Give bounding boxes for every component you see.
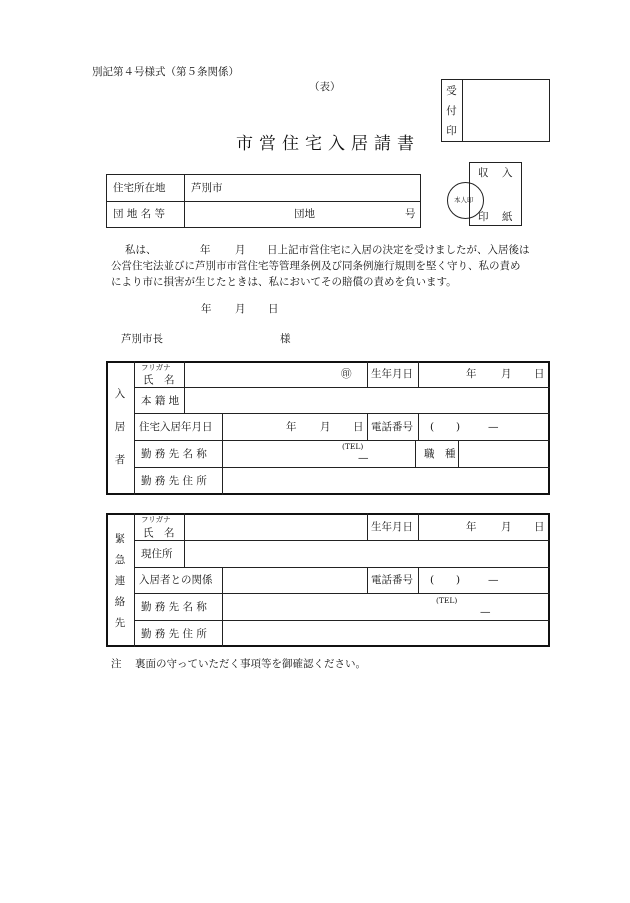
stamp-char-4: 紙	[502, 211, 513, 223]
emergency-work-addr-label: 勤 務 先 住 所	[141, 628, 207, 640]
emergency-birth-month: 月	[501, 521, 512, 533]
tenant-birth-day: 日	[534, 368, 545, 380]
statement-line1-year: 年	[200, 244, 211, 256]
tenant-seal-mark: ㊞	[341, 368, 352, 380]
emergency-side-char-4: 絡	[114, 596, 126, 608]
reception-char-3: 印	[446, 125, 457, 137]
tenant-tel-dash: —	[358, 452, 369, 464]
tenant-phone-open: (	[430, 421, 435, 433]
emergency-side-char-1: 緊	[114, 533, 126, 545]
tenant-move-month: 月	[320, 421, 331, 433]
emergency-phone-close: )	[456, 574, 461, 586]
emergency-side-char-5: 先	[114, 617, 126, 629]
date-day: 日	[268, 303, 279, 315]
side-label: （表）	[309, 81, 341, 93]
housing-location-value[interactable]: 芦別市	[191, 182, 223, 194]
statement-line1-month: 月	[235, 244, 246, 256]
tenant-side-char-1: 入	[114, 388, 126, 400]
honorific: 様	[280, 333, 291, 345]
emergency-tel-dash: —	[480, 606, 491, 618]
emergency-birth-day: 日	[534, 521, 545, 533]
tenant-tel-label: (TEL)	[342, 442, 364, 451]
form-number: 別記第４号様式（第５条関係）	[92, 66, 239, 78]
note-text: 裏面の守っていただく事項等を御確認ください。	[135, 658, 366, 670]
stamp-char-3: 印	[478, 211, 489, 223]
stamp-char-2: 入	[502, 167, 513, 179]
emergency-side-char-3: 連	[114, 575, 126, 587]
tenant-work-addr-label: 勤 務 先 住 所	[141, 475, 207, 487]
tenant-move-year: 年	[286, 421, 297, 433]
personal-seal-label: 本人印	[454, 196, 474, 204]
tenant-birth-year: 年	[466, 368, 477, 380]
date-year: 年	[201, 303, 212, 315]
emergency-phone-label: 電話番号	[371, 574, 413, 586]
tenant-name-label: 氏 名	[143, 374, 175, 386]
tenant-side-char-3: 者	[114, 454, 126, 466]
housing-complex-mid: 団地	[294, 208, 315, 220]
tenant-domicile-label: 本 籍 地	[141, 395, 180, 407]
page-title: 市営住宅入居請書	[236, 134, 420, 154]
date-month: 月	[235, 303, 246, 315]
statement-line1-a: 私は、	[125, 244, 157, 256]
emergency-phone-open: (	[430, 574, 435, 586]
emergency-relation-label: 入居者との関係	[139, 574, 213, 586]
emergency-name-label: 氏 名	[143, 527, 175, 539]
stamp-char-1: 収	[478, 167, 489, 179]
emergency-furigana-label: フリガナ	[141, 515, 171, 524]
statement-line2: 公営住宅法並びに芦別市市営住宅等管理条例及び同条例施行規則を堅く守り、私の責め	[111, 260, 521, 272]
note-mark: 注	[111, 658, 122, 670]
emergency-side-char-2: 急	[114, 554, 126, 566]
emergency-address-label: 現住所	[141, 548, 173, 560]
emergency-work-name-label: 勤 務 先 名 称	[141, 601, 207, 613]
mayor-label: 芦別市長	[121, 333, 163, 345]
housing-complex-label: 団 地 名 等	[113, 208, 166, 220]
tenant-furigana-label: フリガナ	[141, 363, 171, 372]
tenant-work-name-label: 勤 務 先 名 称	[141, 448, 207, 460]
tenant-phone-close: )	[456, 421, 461, 433]
tenant-phone-label: 電話番号	[371, 421, 413, 433]
reception-char-1: 受	[446, 85, 457, 97]
statement-line3: により市に損害が生じたときは、私においてその賠償の責めを負います。	[111, 276, 457, 288]
tenant-side-char-2: 居	[114, 421, 126, 433]
statement-line1-b: 日上記市営住宅に入居の決定を受けましたが、入居後は	[267, 244, 530, 256]
tenant-move-day: 日	[353, 421, 364, 433]
tenant-birth-label: 生年月日	[371, 368, 413, 380]
emergency-tel-label: (TEL)	[436, 596, 458, 605]
emergency-birth-year: 年	[466, 521, 477, 533]
tenant-phone-dash: —	[488, 421, 499, 433]
housing-location-label: 住宅所在地	[113, 182, 166, 194]
tenant-move-in-label: 住宅入居年月日	[139, 421, 213, 433]
housing-complex-end: 号	[405, 208, 416, 220]
reception-char-2: 付	[446, 105, 457, 117]
emergency-birth-label: 生年月日	[371, 521, 413, 533]
emergency-phone-dash: —	[488, 574, 499, 586]
tenant-job-label: 職 種	[424, 448, 456, 460]
tenant-birth-month: 月	[501, 368, 512, 380]
